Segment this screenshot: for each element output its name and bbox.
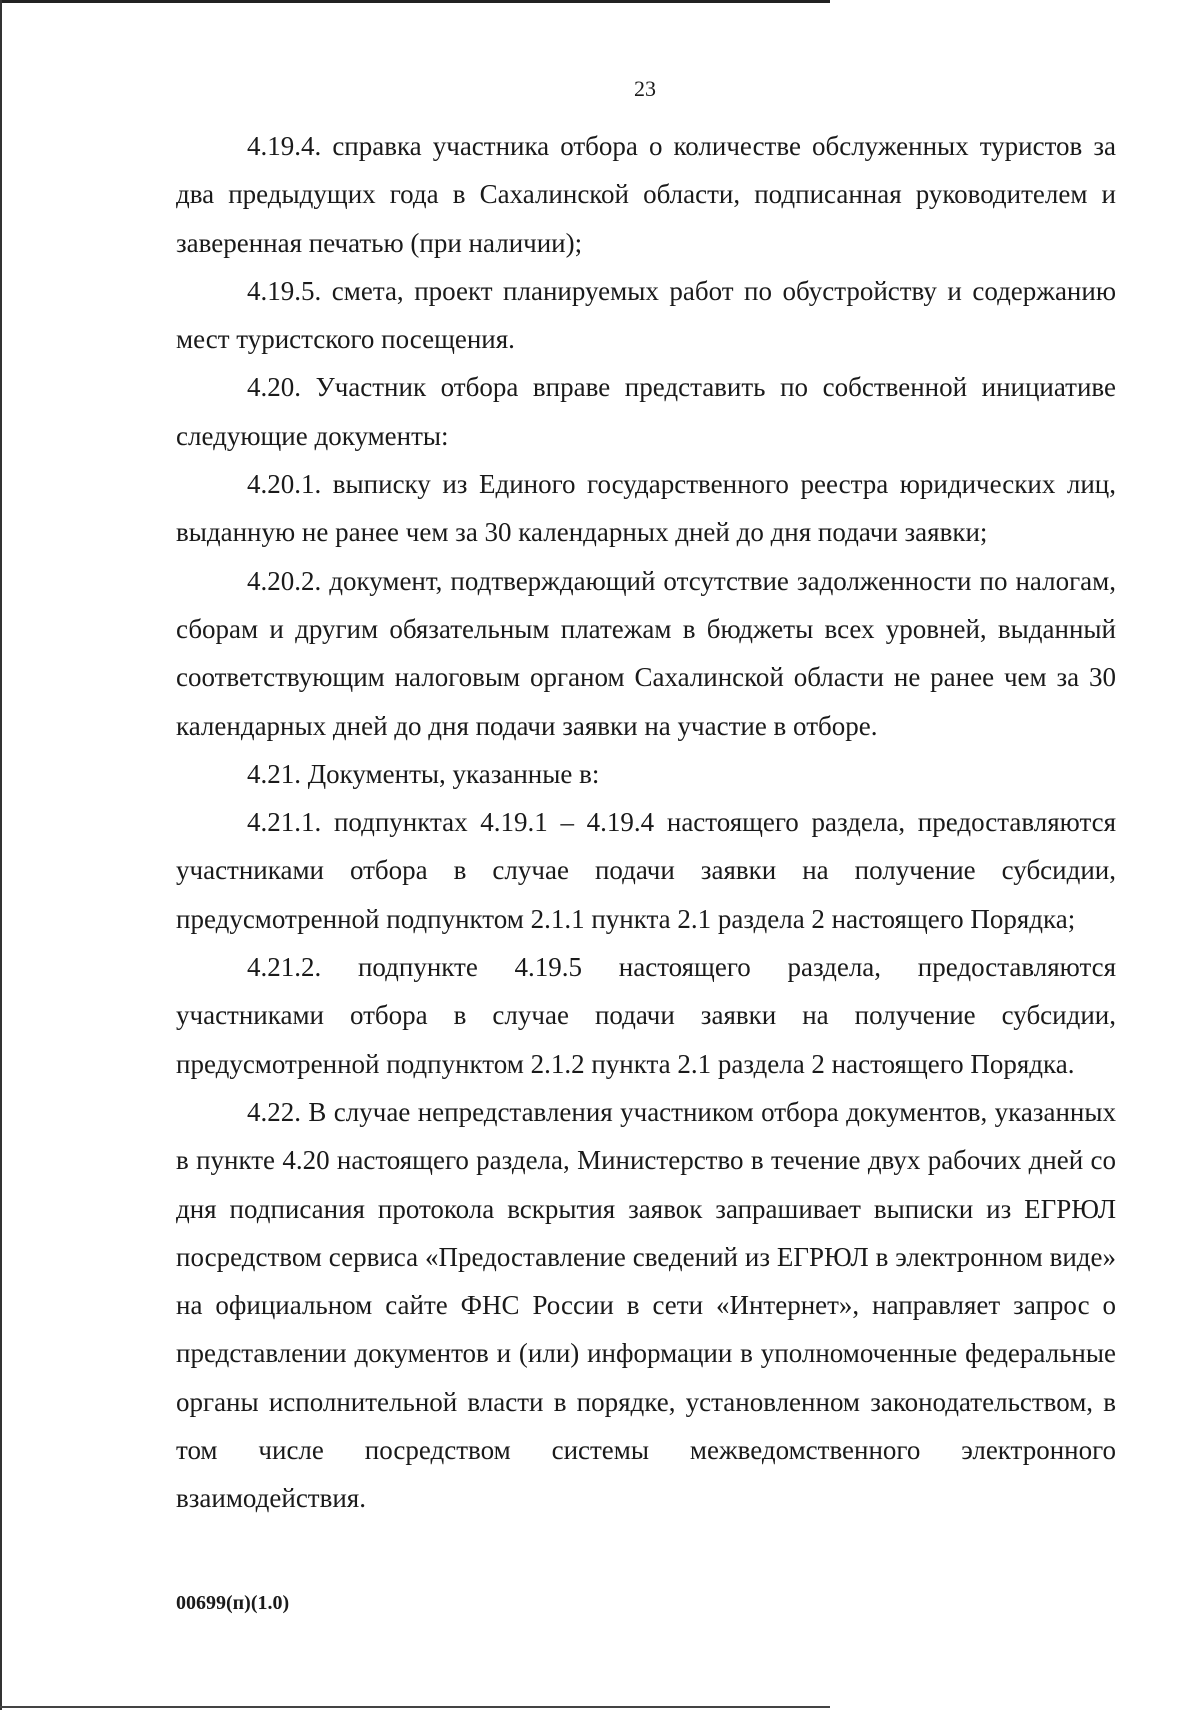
paragraph-4-20-1: 4.20.1. выписку из Единого государственного реестра юридических лиц, выданную не ранее чем за 30 календарных дней до дня подачи заявки; [176, 469, 1116, 548]
scan-border-top [0, 0, 830, 3]
scan-border-bottom [0, 1706, 830, 1708]
paragraph-4-20-2: 4.20.2. документ, подтверждающий отсутствие задолженности по налогам, сборам и другим обязательным платежам в бюджеты всех уровней, выданный соответствующим налоговым органом Сахалинской области не ранее чем за 30 календарных дней до дня подачи заявки на участие в отборе. [176, 565, 1116, 741]
scan-border-left [0, 0, 2, 1710]
paragraph-4-21-2: 4.21.2. подпункте 4.19.5 настоящего раздела, предоставляются участниками отбора в случае подачи заявки на получение субсидии, предусмотренной подпунктом 2.1.2 пункта 2.1 раздела 2 настоящего Порядка. [176, 952, 1116, 1079]
document-body [176, 122, 1116, 1523]
paragraph-4-19-5: 4.19.5. смета, проект планируемых работ по обустройству и содержанию мест туристского посещения. [176, 275, 1116, 355]
paragraph-4-22: 4.22. В случае непредставления участником отбора документов, указанных в пункте 4.20 настоящего раздела, Министерство в течение двух рабочих дней со дня подписания протокола вскрытия заявок запрашивает выписки из ЕГРЮЛ посредством сервиса «Предоставление сведений из ЕГРЮЛ в электронном виде» на официальном сайте ФНС России в сети «Интернет», направляет запрос о представлении документов и (или) информации в уполномоченные федеральные органы исполнительной власти в порядке, установленном законодательством, в том числе посредством системы межведомственного электронного взаимодействия. [176, 1096, 1116, 1514]
page-number: 23 [634, 76, 656, 101]
document-footer-code: 00699(п)(1.0) [176, 1592, 290, 1614]
paragraph-4-21: 4.21. Документы, указанные в: [247, 758, 600, 789]
paragraph-4-20: 4.20. Участник отбора вправе представить по собственной инициативе следующие документы: [176, 372, 1116, 451]
paragraph-4-19-4: 4.19.4. справка участника отбора о количестве обслуженных туристов за два предыдущих года в Сахалинской области, подписанная руководителем и заверенная печатью (при наличии); [176, 131, 1116, 258]
paragraph-4-21-1: 4.21.1. подпунктах 4.19.1 – 4.19.4 настоящего раздела, предоставляются участниками отбора в случае подачи заявки на получение субсидии, предусмотренной подпунктом 2.1.1 пункта 2.1 раздела 2 настоящего Порядка; [176, 807, 1116, 934]
